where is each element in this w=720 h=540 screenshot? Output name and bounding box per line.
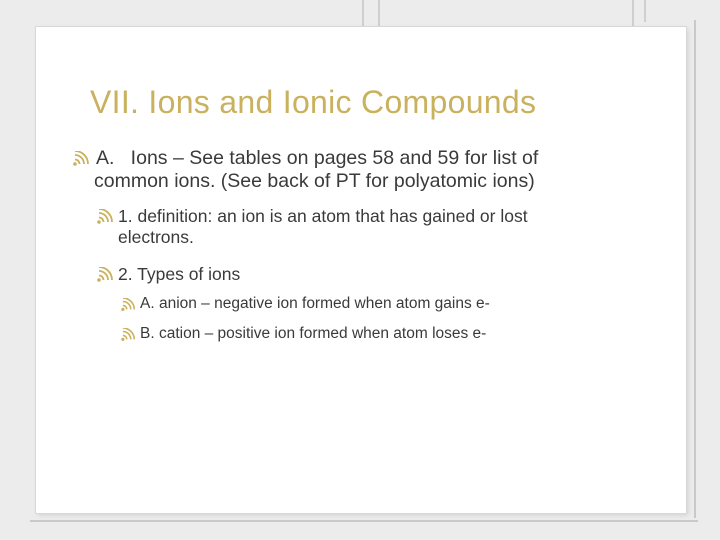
frame-line-right [694,20,696,518]
bullet-text-line: 1. definition: an ion is an atom that has gained or lost [118,206,528,226]
bullet-level-2 [118,264,658,285]
bullet-text-line: electrons. [118,227,194,247]
bullet-text-line: 2. Types of ions [118,264,241,284]
decorative-line [632,0,634,27]
wifi-signal-icon [120,298,138,312]
bullet-level-1 [96,147,656,194]
bullet-text-line: B. cation – positive ion formed when atom loses e- [140,325,487,342]
bullet-text-line: A. anion – negative ion formed when atom gains e- [140,295,490,312]
decorative-line [644,0,646,22]
wifi-signal-icon [96,267,116,283]
bullet-level-2 [118,206,658,248]
slide-title: VII. Ions and Ionic Compounds [90,84,537,120]
bullet-text-line: common ions. (See back of PT for polyatomic ions) [94,170,535,193]
frame-line-bottom [30,520,698,522]
wifi-signal-icon [120,328,138,342]
wifi-signal-icon [72,151,92,167]
wifi-signal-icon [96,209,116,225]
bullet-text-line: A. Ions – See tables on pages 58 and 59 for list of [96,147,539,169]
bullet-level-3 [140,295,660,314]
bullet-level-3 [140,325,660,344]
